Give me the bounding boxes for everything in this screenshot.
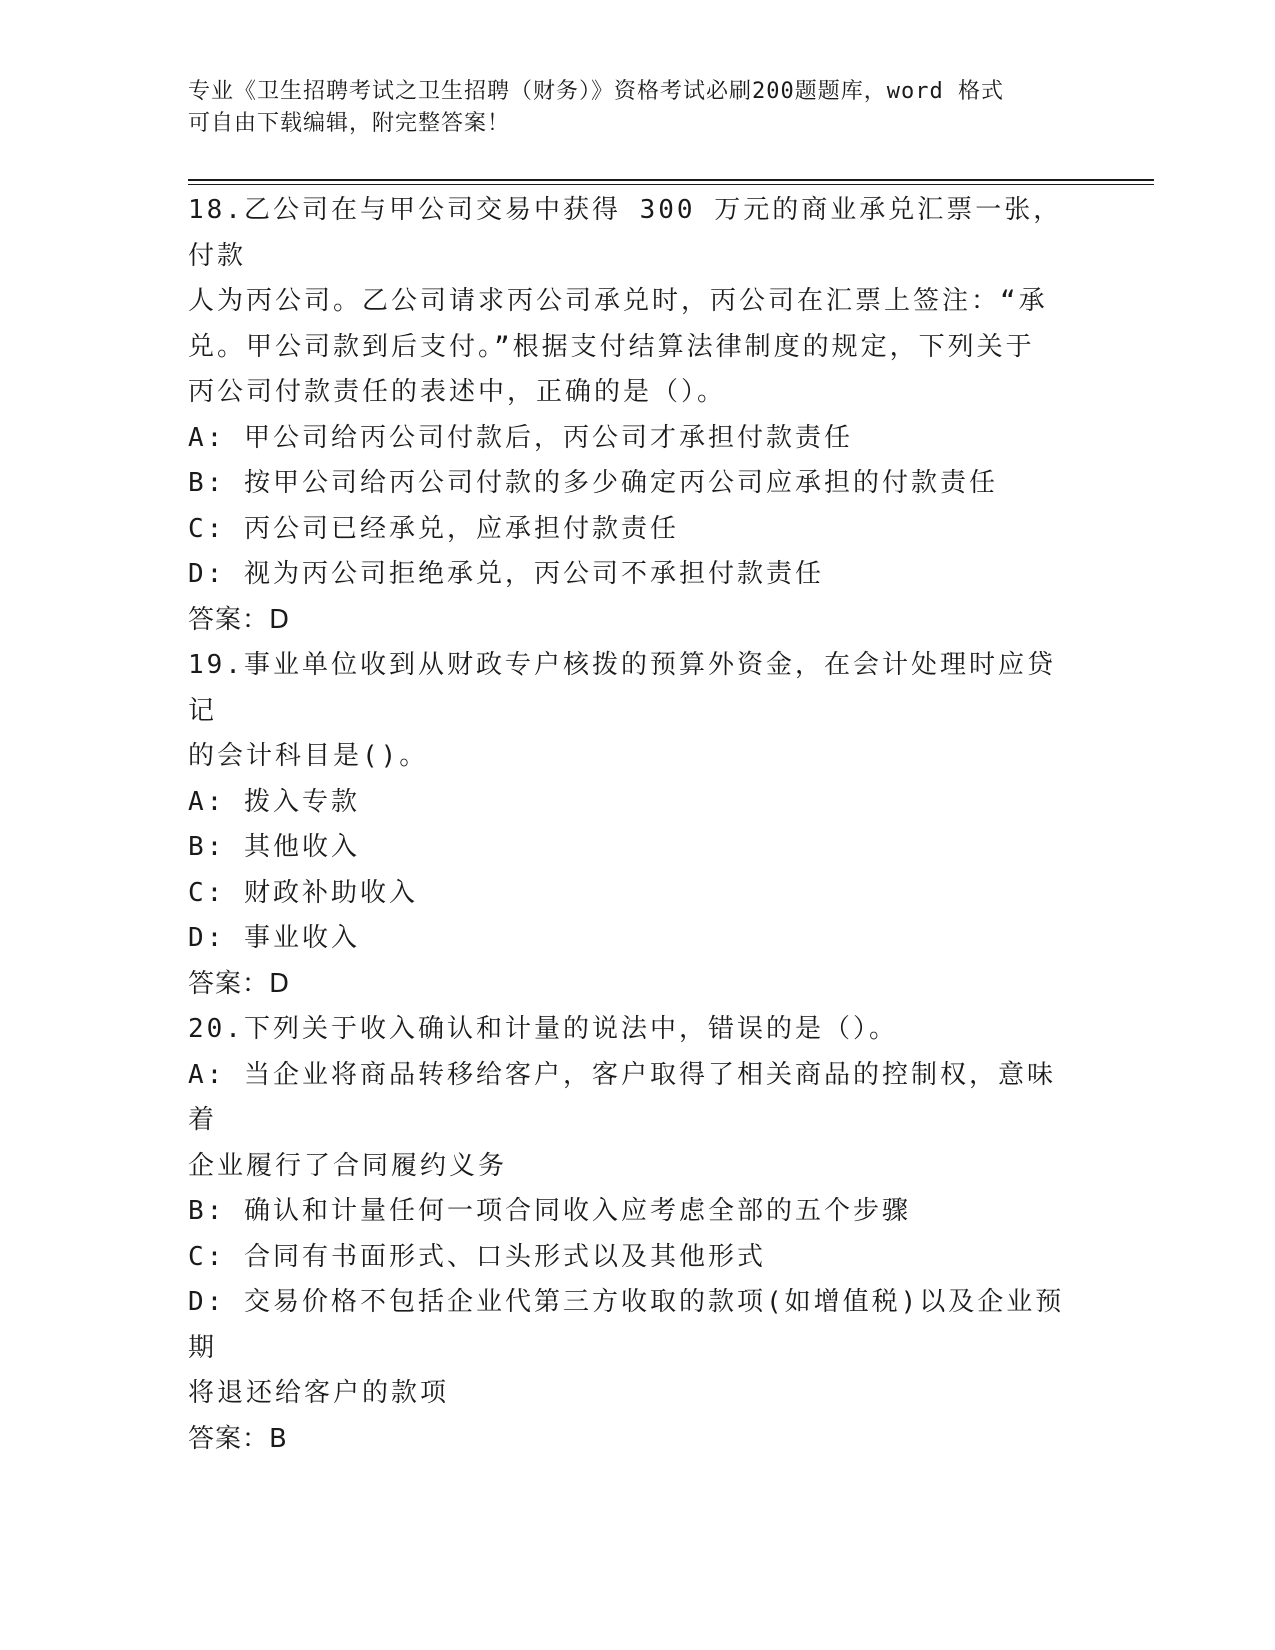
option-d-continued: 将退还给客户的款项 (188, 1378, 450, 1408)
question-stem-line: 19.事业单位收到从财政专户核拨的预算外资金，在会计处理时应贷记 (188, 650, 1056, 726)
question-stem-line: 20.下列关于收入确认和计量的说法中，错误的是（）。 (188, 1014, 898, 1044)
option-a: A: 拨入专款 (188, 786, 360, 817)
answer-line: 答案：D (188, 968, 291, 999)
question-stem-line: 的会计科目是()。 (188, 741, 429, 771)
option-b: B: 确认和计量任何一项合同收入应考虑全部的五个步骤 (188, 1196, 911, 1226)
question-stem-line: 18.乙公司在与甲公司交易中获得 300 万元的商业承兑汇票一张，付款 (188, 195, 1063, 271)
option-c: C: 财政补助收入 (188, 877, 418, 908)
header-divider-thick (188, 179, 1154, 181)
question-18 (188, 188, 1078, 643)
option-a: A: 当企业将商品转移给客户，客户取得了相关商品的控制权，意味着 (188, 1059, 1056, 1135)
question-20 (188, 1007, 1078, 1462)
option-d: D: 视为丙公司拒绝承兑，丙公司不承担付款责任 (188, 559, 824, 589)
question-stem-line: 丙公司付款责任的表述中，正确的是（）。 (188, 377, 727, 407)
question-19 (188, 643, 1078, 1007)
header-line-2: 可自由下载编辑，附完整答案！ (188, 111, 511, 136)
header-divider-thin (188, 184, 1154, 185)
option-d: D: 交易价格不包括企业代第三方收取的款项(如增值税)以及企业预期 (188, 1287, 1065, 1363)
option-a: A: 甲公司给丙公司付款后，丙公司才承担付款责任 (188, 422, 853, 453)
option-c: C: 丙公司已经承兑，应承担付款责任 (188, 513, 679, 544)
option-c: C: 合同有书面形式、口头形式以及其他形式 (188, 1241, 766, 1272)
option-b: B: 其他收入 (188, 832, 360, 862)
option-a-continued: 企业履行了合同履约义务 (188, 1150, 508, 1181)
document-header (188, 76, 1068, 140)
header-line-1: 专业《卫生招聘考试之卫生招聘（财务）》资格考试必刷200题题库，word 格式 (188, 79, 1004, 104)
answer-line: 答案：B (188, 1423, 288, 1454)
option-d: D: 事业收入 (188, 923, 360, 953)
question-stem-line: 人为丙公司。乙公司请求丙公司承兑时，丙公司在汇票上签注：“承 (188, 286, 1048, 316)
question-stem-line: 兑。甲公司款到后支付。”根据支付结算法律制度的规定，下列关于 (188, 331, 1035, 362)
answer-line: 答案：D (188, 604, 291, 635)
option-b: B: 按甲公司给丙公司付款的多少确定丙公司应承担的付款责任 (188, 468, 998, 498)
